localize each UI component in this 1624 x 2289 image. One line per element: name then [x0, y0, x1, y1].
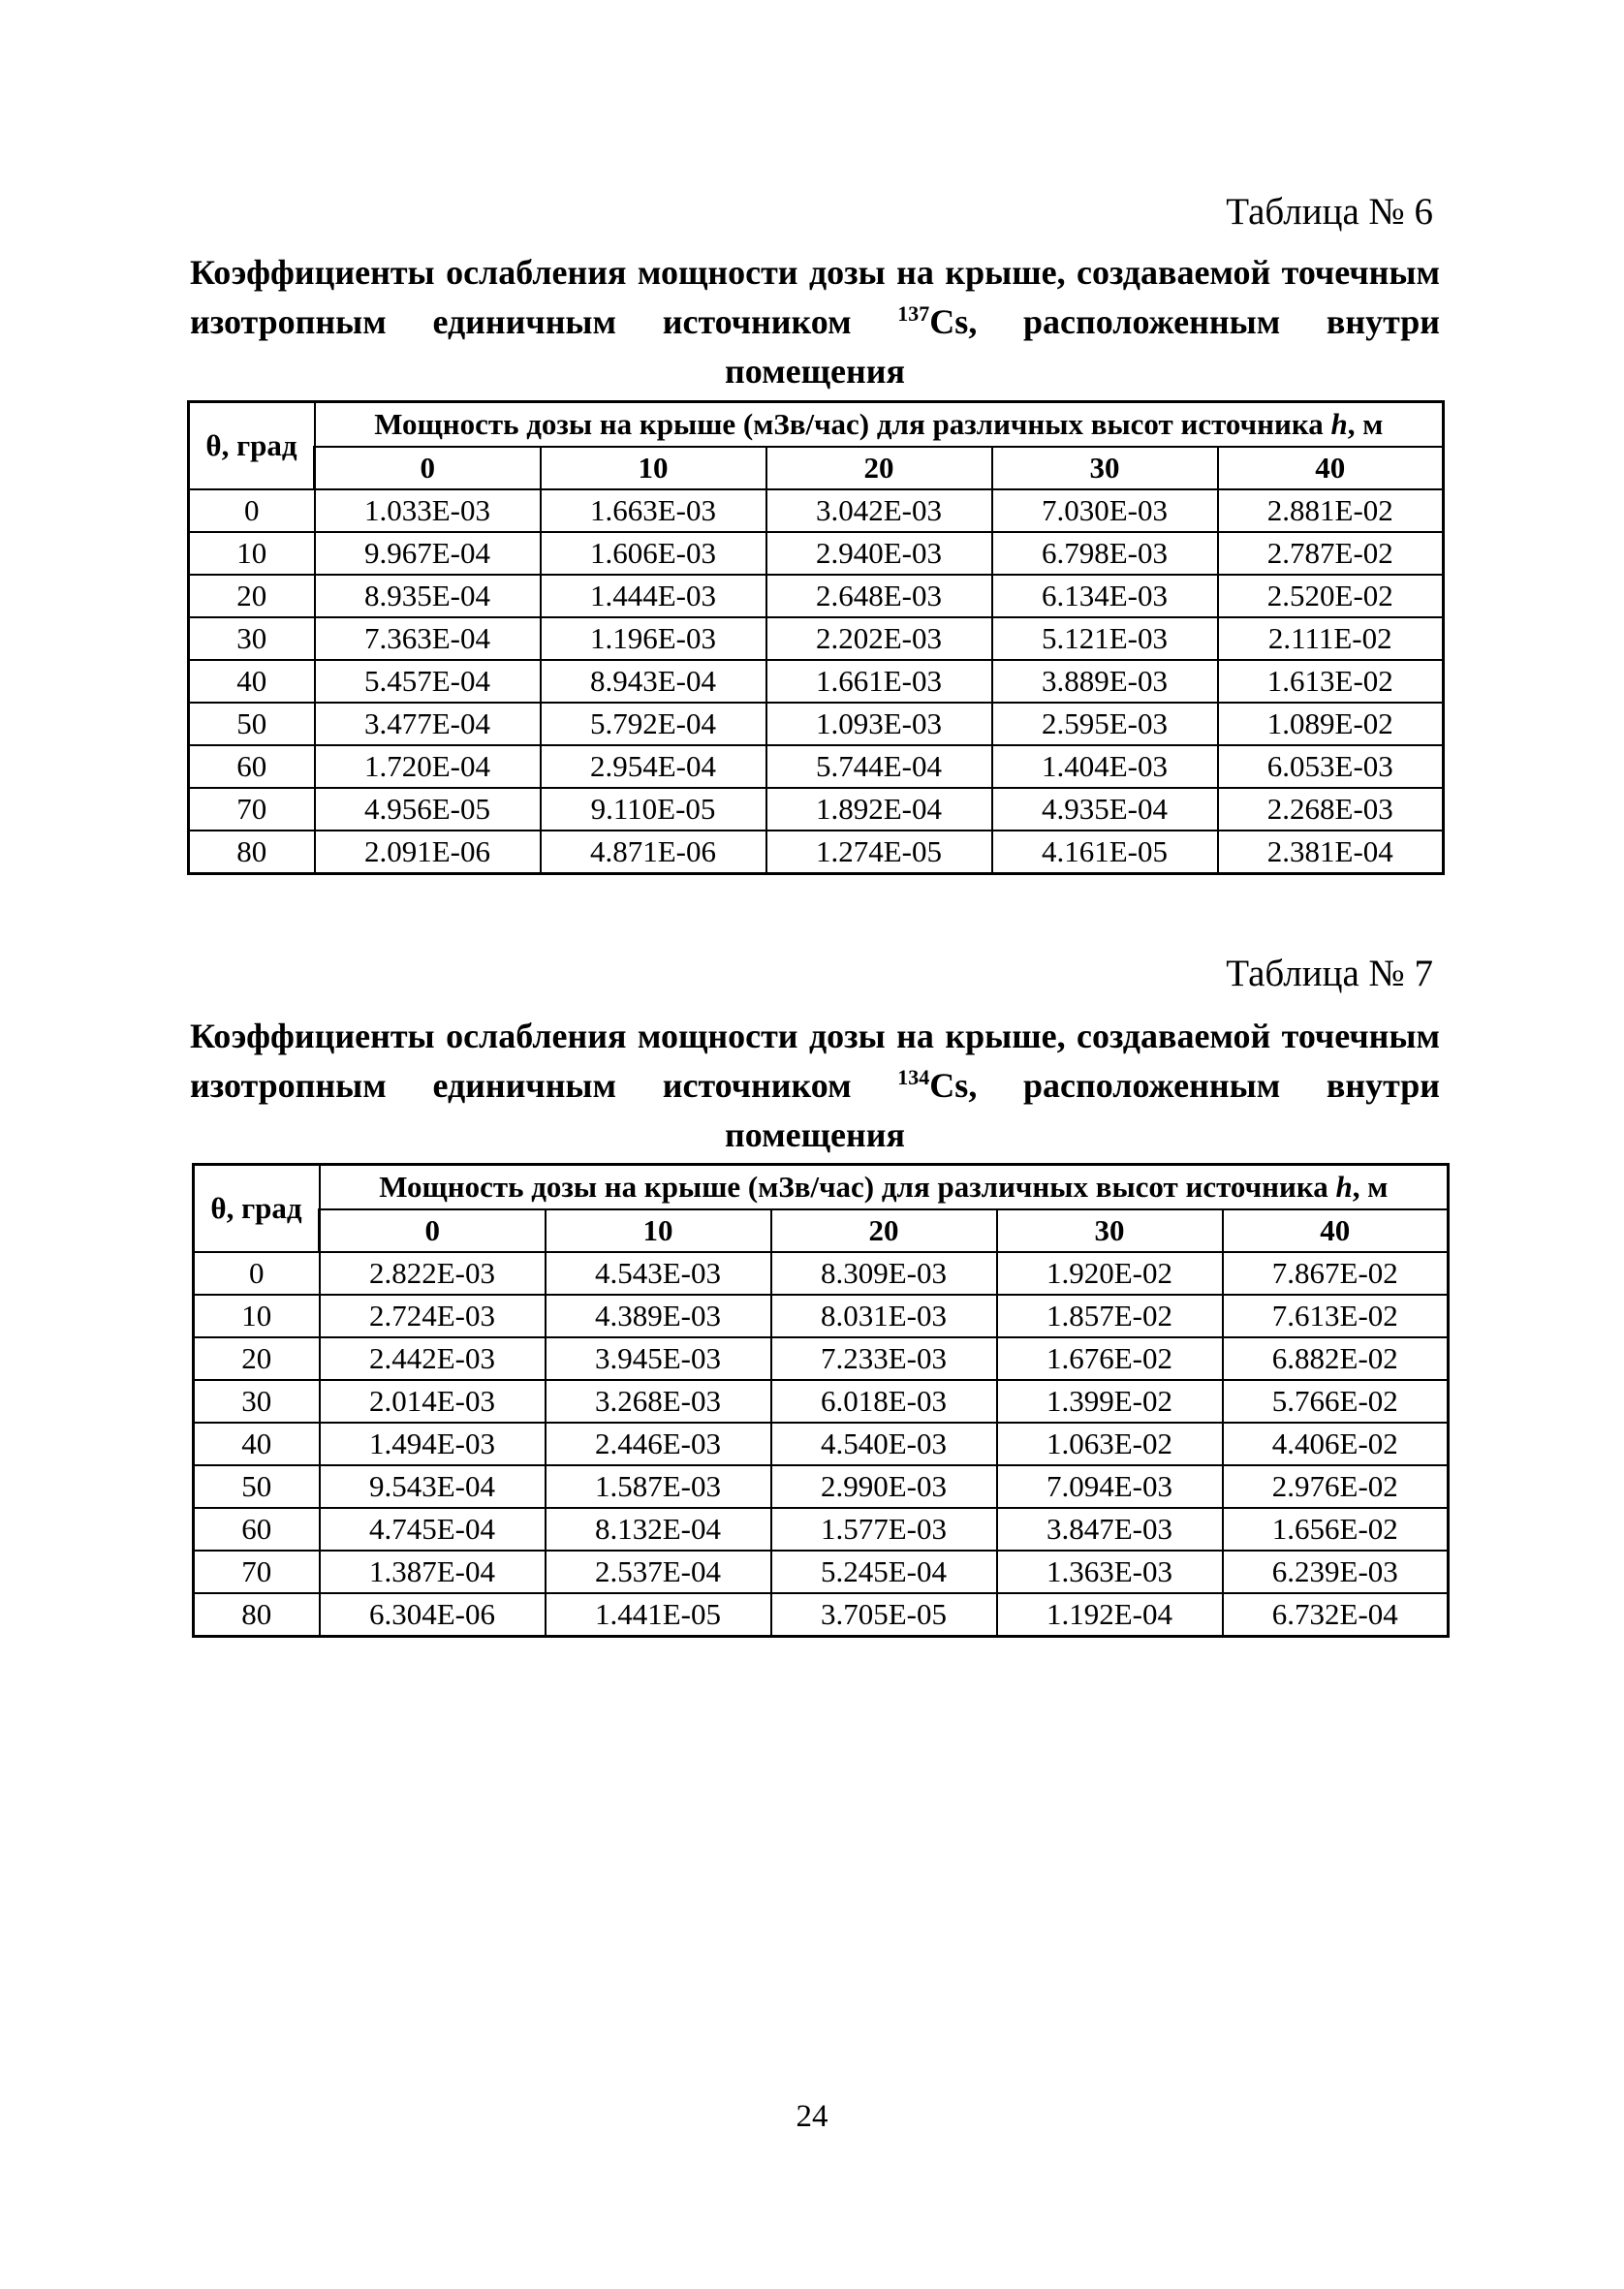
height-column-header: 30 — [992, 447, 1218, 489]
dose-rate-cell: 7.867E-02 — [1223, 1252, 1449, 1295]
dose-rate-cell: 2.446E-03 — [546, 1423, 771, 1465]
table-row — [194, 1551, 1449, 1593]
table-row — [189, 788, 1444, 831]
dose-rate-cell: 2.787E-02 — [1218, 532, 1444, 575]
table-row — [194, 1295, 1449, 1337]
dose-rate-cell: 2.648E-03 — [766, 575, 992, 617]
table-row — [189, 489, 1444, 532]
dose-rate-cell: 4.161E-05 — [992, 831, 1218, 874]
dose-rate-cell: 3.477E-04 — [315, 703, 541, 745]
table-number: Таблица № 7 — [1226, 953, 1433, 994]
angle-column-header: θ, град — [194, 1165, 320, 1253]
angle-cell: 30 — [194, 1380, 320, 1423]
dose-rate-cell: 8.935E-04 — [315, 575, 541, 617]
dose-rate-cell: 1.494E-03 — [320, 1423, 546, 1465]
table-row — [194, 1508, 1449, 1551]
dose-rate-cell: 7.094E-03 — [997, 1465, 1223, 1508]
dose-rate-cell: 1.676E-02 — [997, 1337, 1223, 1380]
dose-rate-cell: 3.945E-03 — [546, 1337, 771, 1380]
dose-rate-cell: 3.847E-03 — [997, 1508, 1223, 1551]
dose-rate-cell: 1.656E-02 — [1223, 1508, 1449, 1551]
angle-cell: 80 — [194, 1593, 320, 1637]
dose-rate-cell: 1.441E-05 — [546, 1593, 771, 1637]
angle-cell: 80 — [189, 831, 315, 874]
table-row — [194, 1465, 1449, 1508]
height-header-row — [189, 447, 1444, 489]
table-row — [189, 703, 1444, 745]
dose-rate-cell: 2.595E-03 — [992, 703, 1218, 745]
height-column-header: 40 — [1223, 1209, 1449, 1252]
table-row — [194, 1423, 1449, 1465]
dose-rate-cell: 6.304E-06 — [320, 1593, 546, 1637]
angle-cell: 50 — [189, 703, 315, 745]
table-row — [194, 1380, 1449, 1423]
dose-rate-cell: 1.063E-02 — [997, 1423, 1223, 1465]
dose-rate-cell: 7.233E-03 — [771, 1337, 997, 1380]
isotope-mass-number: 134 — [897, 1065, 930, 1089]
dose-rate-cell: 8.309E-03 — [771, 1252, 997, 1295]
dose-rate-cell: 3.705E-05 — [771, 1593, 997, 1637]
attenuation-table — [192, 1163, 1450, 1638]
dose-rate-cell: 2.822E-03 — [320, 1252, 546, 1295]
height-column-header: 30 — [997, 1209, 1223, 1252]
dose-rate-cell: 7.030E-03 — [992, 489, 1218, 532]
dose-rate-cell: 3.268E-03 — [546, 1380, 771, 1423]
dose-rate-cell: 2.111E-02 — [1218, 617, 1444, 660]
dose-rate-cell: 2.091E-06 — [315, 831, 541, 874]
dose-rate-cell: 2.520E-02 — [1218, 575, 1444, 617]
table-title-tail: , расположенным внутри помещения — [725, 1066, 1441, 1154]
height-header-row — [194, 1209, 1449, 1252]
dose-rate-cell: 2.537E-04 — [546, 1551, 771, 1593]
dose-rate-cell: 3.889E-03 — [992, 660, 1218, 703]
angle-cell: 20 — [189, 575, 315, 617]
table-row — [189, 660, 1444, 703]
dose-rate-cell: 6.239E-03 — [1223, 1551, 1449, 1593]
table-row — [189, 575, 1444, 617]
dose-rate-cell: 5.121E-03 — [992, 617, 1218, 660]
dose-rate-cell: 5.766E-02 — [1223, 1380, 1449, 1423]
dose-rate-cell: 1.920E-02 — [997, 1252, 1223, 1295]
dose-rate-cell: 2.954E-04 — [541, 745, 766, 788]
dose-rate-cell: 6.053E-03 — [1218, 745, 1444, 788]
group-header-unit: , м — [1347, 407, 1384, 441]
angle-cell: 10 — [194, 1295, 320, 1337]
table-title — [190, 1012, 1440, 1160]
dose-rate-cell: 8.943E-04 — [541, 660, 766, 703]
dose-rate-cell: 1.274E-05 — [766, 831, 992, 874]
dose-rate-cell: 2.990E-03 — [771, 1465, 997, 1508]
table-title-lead: Коэффициенты ослабления мощности дозы на крыше, создаваемой точечным изотропным единичным источником — [190, 253, 1440, 341]
table-number: Таблица № 6 — [1226, 191, 1433, 233]
angle-cell: 40 — [194, 1423, 320, 1465]
angle-cell: 0 — [194, 1252, 320, 1295]
table-row — [194, 1252, 1449, 1295]
dose-rate-cell: 5.245E-04 — [771, 1551, 997, 1593]
dose-rate-group-header — [320, 1165, 1449, 1210]
dose-rate-cell: 5.744E-04 — [766, 745, 992, 788]
angle-cell: 60 — [194, 1508, 320, 1551]
height-column-header: 20 — [766, 447, 992, 489]
angle-cell: 70 — [194, 1551, 320, 1593]
attenuation-table — [187, 400, 1445, 875]
height-column-header: 10 — [541, 447, 766, 489]
dose-rate-cell: 2.940E-03 — [766, 532, 992, 575]
angle-cell: 30 — [189, 617, 315, 660]
group-header-text: Мощность дозы на крыше (мЗв/час) для различных высот источника — [379, 1170, 1336, 1204]
height-column-header: 40 — [1218, 447, 1444, 489]
dose-rate-cell: 2.268E-03 — [1218, 788, 1444, 831]
dose-rate-cell: 5.457E-04 — [315, 660, 541, 703]
dose-rate-cell: 1.093E-03 — [766, 703, 992, 745]
group-header-unit: , м — [1352, 1170, 1389, 1204]
dose-rate-cell: 1.089E-02 — [1218, 703, 1444, 745]
dose-rate-cell: 4.935E-04 — [992, 788, 1218, 831]
dose-rate-cell: 2.976E-02 — [1223, 1465, 1449, 1508]
dose-rate-cell: 1.033E-03 — [315, 489, 541, 532]
dose-rate-cell: 6.134E-03 — [992, 575, 1218, 617]
dose-rate-cell: 1.857E-02 — [997, 1295, 1223, 1337]
table-row — [194, 1593, 1449, 1637]
table-header-row — [194, 1165, 1449, 1210]
isotope-symbol: Cs — [929, 1066, 969, 1105]
dose-rate-cell: 1.663E-03 — [541, 489, 766, 532]
dose-rate-cell: 9.967E-04 — [315, 532, 541, 575]
isotope-symbol: Cs — [929, 302, 969, 341]
dose-rate-cell: 1.444E-03 — [541, 575, 766, 617]
dose-rate-cell: 2.724E-03 — [320, 1295, 546, 1337]
dose-rate-cell: 6.732E-04 — [1223, 1593, 1449, 1637]
dose-rate-cell: 4.871E-06 — [541, 831, 766, 874]
angle-cell: 10 — [189, 532, 315, 575]
dose-rate-cell: 3.042E-03 — [766, 489, 992, 532]
dose-rate-cell: 2.881E-02 — [1218, 489, 1444, 532]
dose-rate-group-header — [315, 402, 1444, 448]
dose-rate-cell: 8.132E-04 — [546, 1508, 771, 1551]
dose-rate-cell: 1.577E-03 — [771, 1508, 997, 1551]
dose-rate-cell: 1.613E-02 — [1218, 660, 1444, 703]
table-header-row — [189, 402, 1444, 448]
group-header-variable: h — [1330, 407, 1348, 441]
table-row — [189, 532, 1444, 575]
height-column-header: 0 — [315, 447, 541, 489]
dose-rate-cell: 4.540E-03 — [771, 1423, 997, 1465]
angle-cell: 0 — [189, 489, 315, 532]
page-number: 24 — [796, 2099, 828, 2134]
dose-rate-cell: 2.381E-04 — [1218, 831, 1444, 874]
dose-rate-cell: 4.406E-02 — [1223, 1423, 1449, 1465]
dose-rate-cell: 1.404E-03 — [992, 745, 1218, 788]
angle-cell: 60 — [189, 745, 315, 788]
table-row — [189, 745, 1444, 788]
dose-rate-cell: 1.399E-02 — [997, 1380, 1223, 1423]
dose-rate-cell: 9.543E-04 — [320, 1465, 546, 1508]
dose-rate-cell: 6.018E-03 — [771, 1380, 997, 1423]
dose-rate-cell: 1.192E-04 — [997, 1593, 1223, 1637]
height-column-header: 10 — [546, 1209, 771, 1252]
dose-rate-cell: 4.745E-04 — [320, 1508, 546, 1551]
height-column-header: 20 — [771, 1209, 997, 1252]
table-row — [189, 617, 1444, 660]
angle-column-header: θ, град — [189, 402, 315, 490]
dose-rate-cell: 4.543E-03 — [546, 1252, 771, 1295]
dose-rate-cell: 5.792E-04 — [541, 703, 766, 745]
table-row — [194, 1337, 1449, 1380]
table-title-tail: , расположенным внутри помещения — [725, 302, 1441, 391]
isotope-mass-number: 137 — [897, 301, 930, 326]
angle-cell: 70 — [189, 788, 315, 831]
table-row — [189, 831, 1444, 874]
dose-rate-cell: 6.882E-02 — [1223, 1337, 1449, 1380]
dose-rate-cell: 2.014E-03 — [320, 1380, 546, 1423]
angle-cell: 20 — [194, 1337, 320, 1380]
table-title — [190, 248, 1440, 396]
group-header-text: Мощность дозы на крыше (мЗв/час) для различных высот источника — [374, 407, 1331, 441]
dose-rate-cell: 1.720E-04 — [315, 745, 541, 788]
dose-rate-cell: 2.202E-03 — [766, 617, 992, 660]
angle-cell: 50 — [194, 1465, 320, 1508]
dose-rate-cell: 1.363E-03 — [997, 1551, 1223, 1593]
dose-rate-cell: 1.387E-04 — [320, 1551, 546, 1593]
group-header-variable: h — [1335, 1170, 1353, 1204]
dose-rate-cell: 1.892E-04 — [766, 788, 992, 831]
dose-rate-cell: 1.661E-03 — [766, 660, 992, 703]
table-title-lead: Коэффициенты ослабления мощности дозы на крыше, создаваемой точечным изотропным единичным источником — [190, 1017, 1440, 1105]
dose-rate-cell: 7.363E-04 — [315, 617, 541, 660]
height-column-header: 0 — [320, 1209, 546, 1252]
dose-rate-cell: 4.389E-03 — [546, 1295, 771, 1337]
dose-rate-cell: 8.031E-03 — [771, 1295, 997, 1337]
dose-rate-cell: 1.587E-03 — [546, 1465, 771, 1508]
dose-rate-cell: 6.798E-03 — [992, 532, 1218, 575]
dose-rate-cell: 1.606E-03 — [541, 532, 766, 575]
dose-rate-cell: 7.613E-02 — [1223, 1295, 1449, 1337]
dose-rate-cell: 4.956E-05 — [315, 788, 541, 831]
dose-rate-cell: 9.110E-05 — [541, 788, 766, 831]
dose-rate-cell: 2.442E-03 — [320, 1337, 546, 1380]
dose-rate-cell: 1.196E-03 — [541, 617, 766, 660]
angle-cell: 40 — [189, 660, 315, 703]
